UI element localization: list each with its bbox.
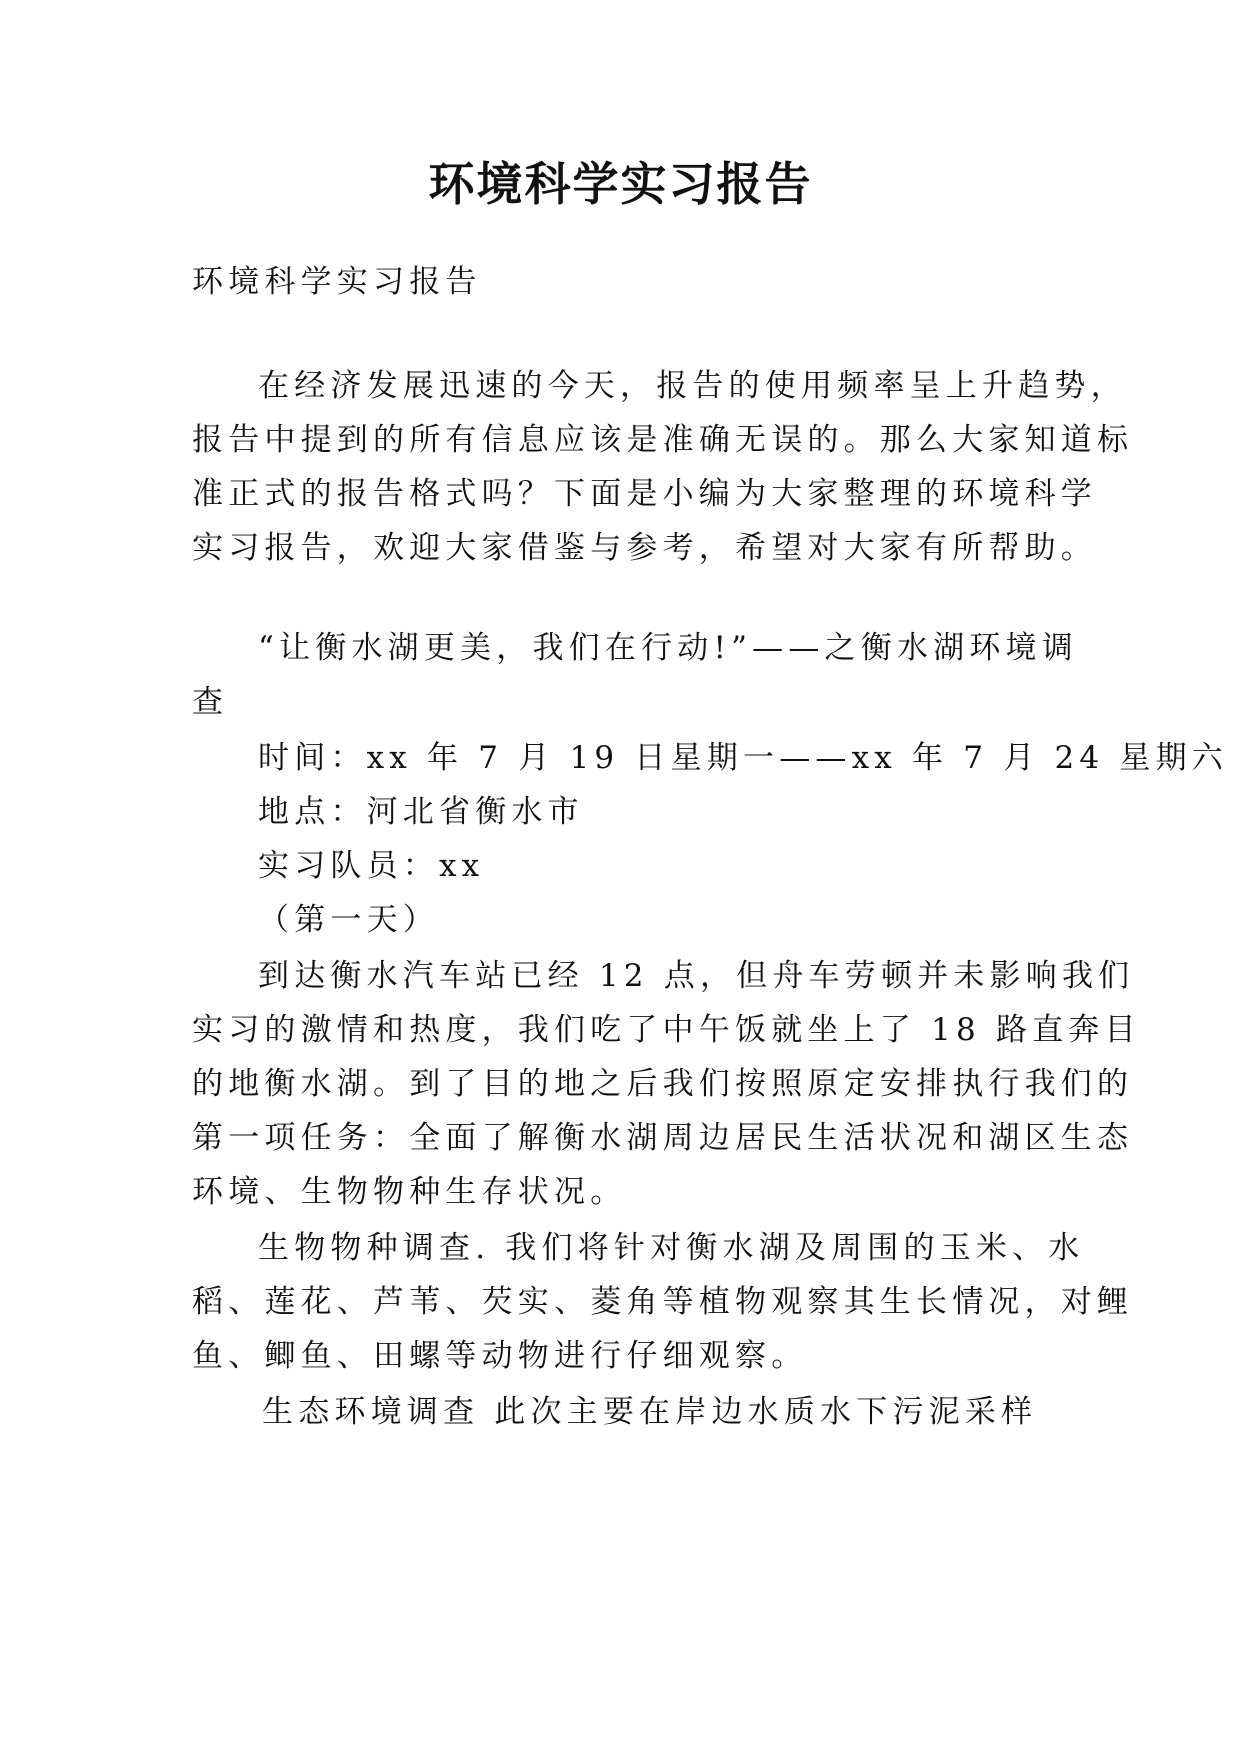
day1-line-5: 环境、生物物种生存状况。 <box>192 1174 627 1210</box>
eco-line: 生态环境调查 此次主要在岸边水质水下污泥采样 <box>262 1394 1038 1430</box>
intro-line-1: 在经济发展迅速的今天，报告的使用频率呈上升趋势， <box>258 368 1127 404</box>
day1-line-4: 第一项任务：全面了解衡水湖周边居民生活状况和湖区生态 <box>192 1120 1134 1156</box>
quote-line-2: 查 <box>192 684 229 720</box>
place-line: 地点：河北省衡水市 <box>258 794 584 830</box>
time-line: 时间：xx 年 7 月 19 日星期一——xx 年 7 月 24 星期六 <box>258 740 1229 776</box>
document-title: 环境科学实习报告 <box>428 157 813 211</box>
member-line: 实习队员：xx <box>258 848 485 884</box>
intro-line-4: 实习报告，欢迎大家借鉴与参考，希望对大家有所帮助。 <box>192 530 1097 566</box>
day1-line-2: 实习的激情和热度，我们吃了中午饭就坐上了 18 路直奔目 <box>192 1012 1141 1048</box>
intro-line-3: 准正式的报告格式吗？下面是小编为大家整理的环境科学 <box>192 476 1097 512</box>
quote-line-1: “让衡水湖更美，我们在行动!”——之衡水湖环境调 <box>258 630 1078 666</box>
species-line-1: 生物物种调查. 我们将针对衡水湖及周围的玉米、水 <box>258 1230 1085 1266</box>
day1-line-1: 到达衡水汽车站已经 12 点，但舟车劳顿并未影响我们 <box>258 958 1135 994</box>
subtitle: 环境科学实习报告 <box>192 264 482 300</box>
day1-line-3: 的地衡水湖。到了目的地之后我们按照原定安排执行我们的 <box>192 1066 1134 1102</box>
day-label: （第一天） <box>258 902 439 938</box>
intro-line-2: 报告中提到的所有信息应该是准确无误的。那么大家知道标 <box>192 422 1134 458</box>
species-line-2: 稻、莲花、芦苇、芡实、菱角等植物观察其生长情况，对鲤 <box>192 1284 1134 1320</box>
species-line-3: 鱼、鲫鱼、田螺等动物进行仔细观察。 <box>192 1338 808 1374</box>
